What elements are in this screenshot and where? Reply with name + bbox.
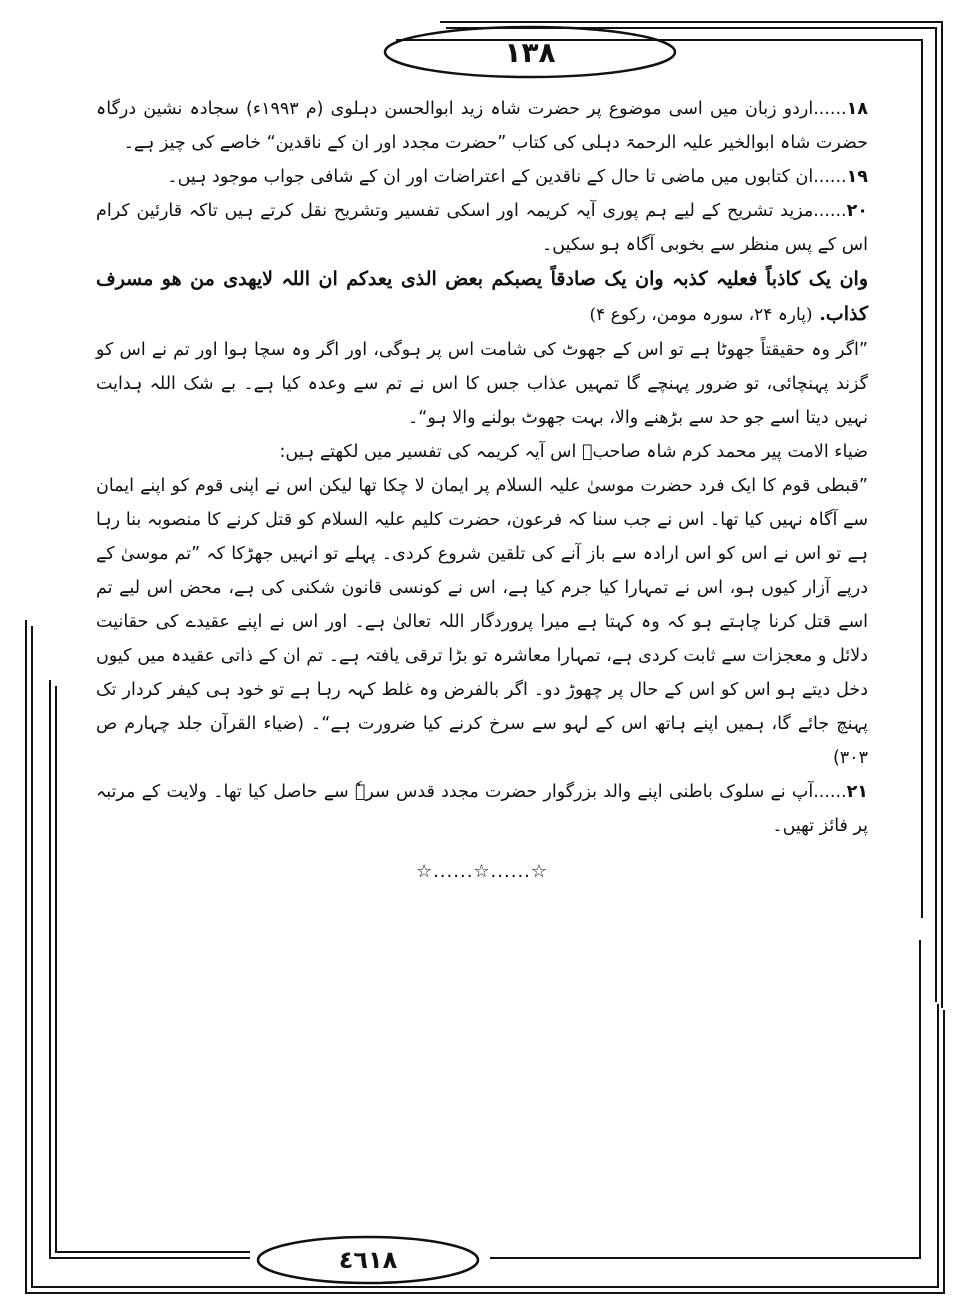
note-number: ٢١ — [846, 782, 868, 802]
note-number: ٢٠ — [846, 201, 868, 221]
page-body — [96, 92, 868, 889]
note-19 — [96, 160, 868, 194]
tafsir-quote: ”قبطی قوم کا ایک فرد حضرت موسیٰ علیہ السلام پر ایمان لا چکا تھا لیکن اس نے اپنی قوم کو اپنے ایمان سے آگاہ نہیں کیا تھا۔ اس نے جب سنا کہ فرعون، حضرت کلیم علیہ السلام کو قتل کرنے کا منصوبہ بنا رہا ہے تو اس نے اس کو اس ارادہ سے باز آنے کی تلقین شروع کردی۔ پہلے تو انہیں جھڑکا کہ ”تم موسیٰ کے درپے آزار کیوں ہو، اس نے تمہارا کیا جرم کیا ہے، اس نے کونسی قانون شکنی کی ہے، محض اس لیے تم اسے قتل کرنا چاہتے ہو کہ وہ کہتا ہے میرا پروردگار اللہ تعالیٰ ہے۔ اور اس نے اپنے عقیدے کی حقانیت دلائل و معجزات سے ثابت کردی ہے، تمہارا معاشرہ تو بڑا ترقی یافتہ ہے۔ تم ان کے ذاتی عقیدہ میں کیوں دخل دیتے ہو اس کو اس کے حال پر چھوڑ دو۔ اگر بالفرض وہ غلط کہہ رہا ہے تو خود ہی کیفر کردار تک پہنچ جائے گا، ہمیں اپنے ہاتھ اس کے لہو سے سرخ کرنے کیا ضرورت ہے“۔ (ضیاء القرآن جلد چہارم ص ۳۰۳) — [96, 476, 868, 768]
note-text: ......ان کتابوں میں ماضی تا حال کے ناقدین کے اعتراضات اور ان کے شافی جواب موجود ہیں۔ — [167, 167, 847, 187]
note-text: ......اردو زبان میں اسی موضوع پر حضرت شاہ زید ابوالحسن دہلوی (م ۱۹۹۳ء) سجادہ نشین درگاہ حضرت شاہ ابوالخیر علیہ الرحمۃ دہلی کی کتاب ”حضرت مجدد اور ان کے ناقدین“ خاصے کی چیز ہے۔ — [96, 99, 868, 153]
note-21 — [96, 775, 868, 843]
page-number-bottom: ٤٦١٨ — [338, 1246, 398, 1274]
star-separator: ☆......☆......☆ — [415, 861, 549, 882]
verse-translation: ”اگر وہ حقیقتاً جھوٹا ہے تو اس کے جھوٹ کی شامت اس پر ہوگی، اور اگر وہ سچا ہوا اور تم نے اس کو گزند پہنچائی، تو ضرور پہنچے گا تمہیں عذاب جس کا اس نے تم سے وعدہ کیا ہے۔ بے شک اللہ ہدایت نہیں دیتا اسے جو حد سے بڑھنے والا، بہت جھوٹ بولنے والا ہو“۔ — [96, 340, 868, 428]
note-18 — [96, 92, 868, 160]
note-20 — [96, 194, 868, 262]
note-text: ......آپ نے سلوک باطنی اپنے والد بزرگوار حضرت مجدد قدس سرہٗ سے حاصل کیا تھا۔ ولایت کے مرتبہ پر فائز تھیں۔ — [96, 782, 868, 836]
note-number: ١٩ — [846, 167, 868, 187]
page-number-top: ١٣٨ — [504, 35, 556, 69]
quran-verse-block — [96, 262, 868, 333]
quran-reference: (پارہ ۲۴، سورہ مومن، رکوع ۴) — [589, 305, 813, 325]
note-number: ١٨ — [846, 99, 868, 119]
tafsir-intro: ضیاء الامت پیر محمد کرم شاہ صاحبؒ اس آیہ کریمہ کی تفسیر میں لکھتے ہیں: — [279, 442, 868, 462]
note-text: ......مزید تشریح کے لیے ہم پوری آیہ کریمہ اور اسکی تفسیر وتشریح نقل کرتے ہیں تاکہ قارئین کرام اس کے پس منظر سے بخوبی آگاہ ہو سکیں۔ — [96, 201, 868, 255]
quran-verse: وان یک کاذباً فعلیہ کذبہ وان یک صادقاً یصبکم بعض الذی یعدکم ان اللہ لایھدی من ھو مسرف کذاب. — [96, 268, 868, 325]
